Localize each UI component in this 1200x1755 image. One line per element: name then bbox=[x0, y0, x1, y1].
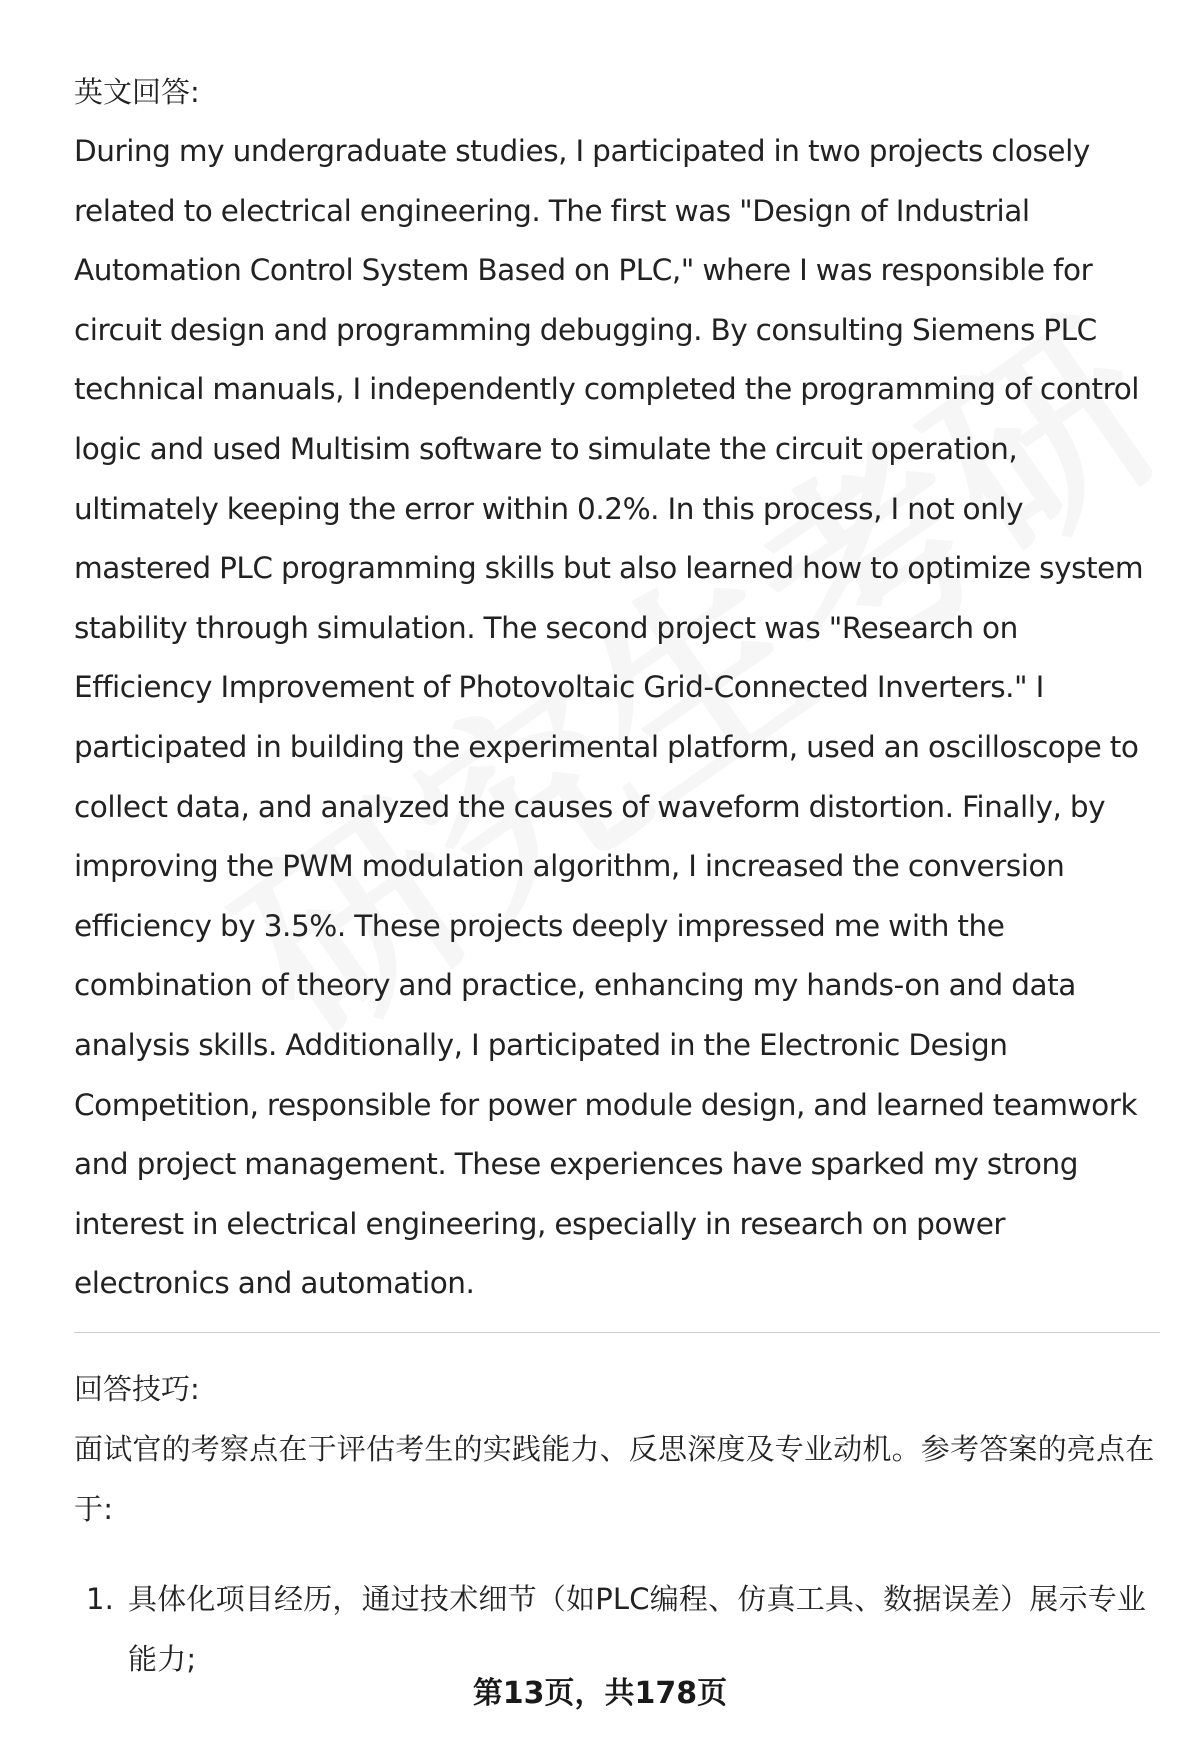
answer-tips-label: 回答技巧: bbox=[74, 1371, 200, 1406]
english-answer-label: 英文回答: bbox=[74, 75, 200, 109]
section-divider bbox=[74, 1332, 1160, 1333]
answer-tips-section bbox=[74, 1359, 1164, 1689]
english-answer-body: During my undergraduate studies, I participated in two projects closely related to electrical engineering. The first was "Design of Industrial Automation Control System Based on PLC," where I was responsible for circuit design and programming debugging. By consulting Siemens PLC technical manuals, I independently completed the programming of control logic and used Multisim software to simulate the circuit operation, ultimately keeping the error within 0.2%. In this process, I not only mastered PLC programming skills but also learned how to optimize system stability through simulation. The second project was "Research on Efficiency Improvement of Photovoltaic Grid-Connected Inverters." I participated in building the experimental platform, used an oscilloscope to collect data, and analyzed the causes of waveform distortion. Finally, by improving the PWM modulation algorithm, I increased the conversion efficiency by 3.5%. These projects deeply impressed me with the combination of theory and practice, enhancing my hands-on and data analysis skills. Additionally, I participated in the Electronic Design Competition, responsible for power module design, and learned teamwork and project management. These experiences have sparked my strong interest in electrical engineering, especially in research on power electronics and automation. bbox=[74, 134, 1144, 1301]
list-item-text: 具体化项目经历，通过技术细节（如PLC编程、仿真工具、数据误差）展示专业能力; bbox=[128, 1581, 1147, 1676]
answer-tips-intro: 面试官的考察点在于评估考生的实践能力、反思深度及专业动机。参考答案的亮点在于: bbox=[74, 1431, 1155, 1526]
english-answer-section bbox=[74, 62, 1164, 1314]
page-indicator: 第13页，共178页 bbox=[472, 1676, 728, 1711]
page-content bbox=[74, 62, 1164, 1689]
list-item-number: 1. bbox=[86, 1581, 115, 1616]
